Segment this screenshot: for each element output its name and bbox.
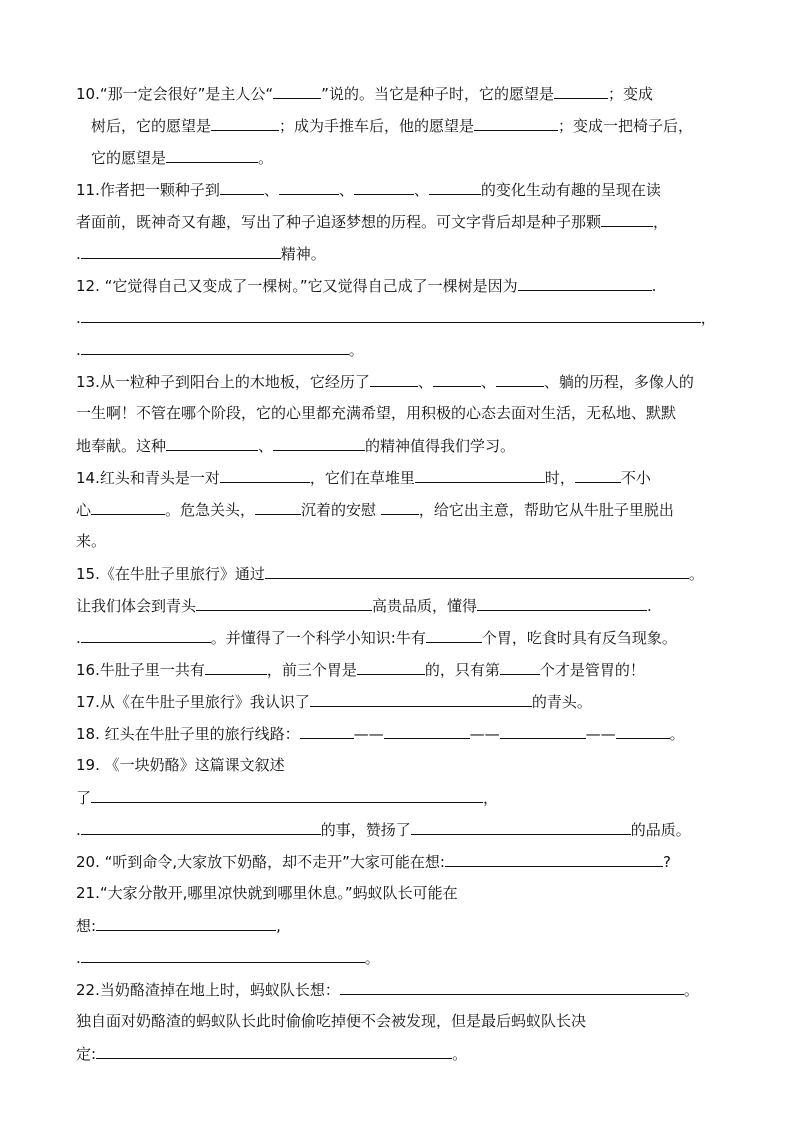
q12-line-2 [76, 305, 716, 329]
answer-blank[interactable] [433, 369, 481, 387]
q19-line-2 [76, 785, 498, 809]
q10-text: ；变成 [607, 85, 653, 103]
q14-text: 沉着的安慰 [301, 501, 381, 519]
q14-text: 不小 [620, 469, 651, 487]
q15-text: 15.《在牛肚子里旅行》通过 [76, 565, 265, 583]
q13-text: 、 [258, 437, 274, 455]
answer-blank[interactable] [370, 369, 418, 387]
answer-blank[interactable] [81, 945, 365, 963]
answer-blank[interactable] [220, 465, 310, 483]
q10-line-1 [76, 81, 653, 105]
q11-text: 、 [338, 181, 354, 199]
q11-text: 、 [263, 181, 279, 199]
answer-blank[interactable] [81, 625, 211, 643]
answer-blank[interactable] [601, 209, 653, 227]
answer-blank[interactable] [91, 497, 165, 515]
answer-blank[interactable] [310, 689, 532, 707]
q16-text: ，前三个胃是 [266, 661, 357, 679]
q15-line-2 [76, 593, 652, 617]
q12-text: . [76, 309, 81, 327]
answer-blank[interactable] [616, 721, 670, 739]
answer-blank[interactable] [96, 913, 276, 931]
q15-text: 高贵品质，懂得 [372, 597, 478, 615]
q21-line-2 [76, 913, 281, 937]
q22-text: 22.当奶酪渣掉在地上时，蚂蚁队长想： [76, 981, 340, 999]
q13-text: 地奉献。这种 [76, 437, 167, 455]
q16-text: 个才是管胃的！ [539, 661, 645, 679]
answer-blank[interactable] [445, 849, 663, 867]
q12-text: ， [700, 309, 716, 327]
q15-line-3 [76, 625, 677, 649]
q21-text: . [76, 949, 81, 967]
q12-text: 。 [348, 341, 364, 359]
q10-line-3 [91, 145, 273, 169]
q13-text: 、 [480, 373, 496, 391]
q10-line-2 [91, 113, 693, 137]
q21-line-3 [76, 945, 380, 969]
q19-line-1 [76, 753, 285, 777]
answer-blank[interactable] [384, 721, 470, 739]
q12-text: . [651, 277, 657, 295]
q15-text: 。 [688, 565, 704, 583]
answer-blank[interactable] [91, 785, 483, 803]
q22-line-1 [76, 977, 699, 1001]
q15-text: 。并懂得了一个科学小知识:牛有 [210, 629, 426, 647]
q10-text: ”说的。当它是种子时，它的愿望是 [321, 85, 554, 103]
answer-blank[interactable] [500, 657, 540, 675]
q21-text: , [276, 917, 281, 935]
answer-blank[interactable] [496, 369, 544, 387]
q22-text: 。 [452, 1045, 468, 1063]
q14-line-3 [76, 529, 106, 553]
answer-blank[interactable] [166, 145, 258, 163]
answer-blank[interactable] [300, 721, 354, 739]
q19-text: 的事，赞扬了 [320, 821, 411, 839]
q22-text: 定: [76, 1045, 97, 1063]
q12-text: 12. “它觉得自己又变成了一棵树。”它又觉得自己成了一棵树是因为 [76, 277, 518, 295]
answer-blank[interactable] [575, 465, 621, 483]
q22-text: 。 [683, 981, 699, 999]
answer-blank[interactable] [211, 113, 279, 131]
q14-text: 。危急关头， [165, 501, 256, 519]
q19-text: 的品质。 [630, 821, 691, 839]
q10-text: ；变成一把椅子后， [558, 117, 694, 135]
q13-line-1 [76, 369, 694, 393]
q18-text: 18. 红头在牛肚子里的旅行线路： [76, 725, 300, 743]
q18-dash: —— [585, 725, 616, 743]
q10-text: 。 [258, 149, 274, 167]
answer-blank[interactable] [411, 817, 631, 835]
q12-line-3 [76, 337, 364, 361]
q14-line-2 [76, 497, 674, 521]
q20-text: 20. “听到命令,大家放下奶酪，却不走开”大家可能在想: [76, 853, 445, 871]
answer-blank[interactable] [265, 561, 689, 579]
answer-blank[interactable] [205, 657, 267, 675]
q11-line-3 [76, 241, 326, 265]
answer-blank[interactable] [474, 113, 558, 131]
q13-line-2 [76, 401, 676, 425]
q11-line-1 [76, 177, 661, 201]
q18-text: 。 [669, 725, 685, 743]
q14-text: 来。 [76, 532, 107, 550]
q13-line-3 [76, 433, 515, 457]
q11-text: ， [653, 213, 669, 231]
answer-blank[interactable] [554, 81, 608, 99]
q14-text: 心 [76, 501, 92, 519]
q19-text: ， [483, 789, 499, 807]
q20-text: ? [663, 853, 671, 871]
answer-blank[interactable] [96, 1041, 452, 1059]
q19-text: 19. 《一块奶酪》这篇课文叙述 [76, 756, 285, 774]
answer-blank[interactable] [500, 721, 586, 739]
q13-text: 一生啊！不管在哪个阶段，它的心里都充满希望，用积极的心态去面对生活，无私地、默默 [76, 404, 677, 422]
answer-blank[interactable] [81, 337, 349, 355]
answer-blank[interactable] [81, 305, 701, 323]
q13-text: 、 [417, 373, 433, 391]
q15-text: . [647, 597, 652, 615]
q17-text: 17.从《在牛肚子里旅行》我认识了 [76, 693, 310, 711]
answer-blank[interactable] [518, 273, 652, 291]
q13-text: 13.从一粒种子到阳台上的木地板，它经历了 [76, 373, 370, 391]
q11-text: . [76, 245, 81, 263]
q10-text: ；成为手推车后，他的愿望是 [279, 117, 475, 135]
q16-text: 的，只有第 [424, 661, 500, 679]
q17-line [76, 689, 592, 713]
q11-line-2 [76, 209, 668, 233]
answer-blank[interactable] [196, 593, 372, 611]
answer-blank[interactable] [429, 177, 481, 195]
answer-blank[interactable] [81, 817, 321, 835]
answer-blank[interactable] [357, 657, 425, 675]
q11-text: 、 [413, 181, 429, 199]
q10-text: 它的愿望是 [91, 149, 167, 167]
q22-text: 独自面对奶酪渣的蚂蚁队长此时偷偷吃掉便不会被发现，但是最后蚂蚁队长决 [76, 1012, 587, 1030]
q17-text: 的青头。 [531, 693, 592, 711]
answer-blank[interactable] [255, 497, 301, 515]
q22-line-2 [76, 1009, 586, 1033]
q10-text: 10.“那一定会很好”是主人公“ [76, 85, 274, 103]
answer-blank[interactable] [166, 433, 258, 451]
q14-text: 时， [544, 469, 575, 487]
q15-text: 个胃，吃食时具有反刍现象。 [481, 629, 677, 647]
q12-text: . [76, 341, 81, 359]
q12-line-1 [76, 273, 656, 297]
q21-text: 想: [76, 917, 97, 935]
q16-text: 16.牛肚子里一共有 [76, 661, 205, 679]
q15-line-1 [76, 561, 704, 585]
q14-text: 14.红头和青头是一对 [76, 469, 220, 487]
q20-line [76, 849, 671, 873]
answer-blank[interactable] [273, 433, 365, 451]
answer-blank[interactable] [273, 81, 321, 99]
q18-dash: —— [469, 725, 500, 743]
answer-blank[interactable] [381, 497, 419, 515]
q14-text: ，给它出主意，帮助它从牛肚子里脱出 [418, 501, 674, 519]
q19-text: 了 [76, 789, 92, 807]
q10-text: 树后，它的愿望是 [91, 117, 212, 135]
q19-line-3 [76, 817, 691, 841]
q11-text: 者面前，既神奇又有趣，写出了种子追逐梦想的历程。可文字背后却是种子那颗 [76, 213, 602, 231]
q11-text: 精神。 [280, 245, 326, 263]
answer-blank[interactable] [279, 177, 339, 195]
answer-blank[interactable] [415, 465, 545, 483]
answer-blank[interactable] [220, 177, 264, 195]
q21-text: 。 [364, 949, 380, 967]
q11-text: 11.作者把一颗种子到 [76, 181, 220, 199]
q11-text: 的变化生动有趣的呈现在读 [480, 181, 661, 199]
answer-blank[interactable] [354, 177, 414, 195]
answer-blank[interactable] [81, 241, 281, 259]
q13-text: 的精神值得我们学习。 [365, 437, 516, 455]
q14-line-1 [76, 465, 651, 489]
q15-text: . [76, 629, 81, 647]
q13-text: 、躺的历程，多像人的 [543, 373, 694, 391]
q22-line-3 [76, 1041, 467, 1065]
q21-line-1 [76, 881, 458, 905]
answer-blank[interactable] [477, 593, 647, 611]
answer-blank[interactable] [340, 977, 684, 995]
q18-line [76, 721, 685, 745]
q21-text: 21.“大家分散开,哪里凉快就到哪里休息。”蚂蚁队长可能在 [76, 884, 458, 902]
q15-text: 让我们体会到青头 [76, 597, 197, 615]
answer-blank[interactable] [426, 625, 482, 643]
q14-text: ，它们在草堆里 [309, 469, 415, 487]
q19-text: . [76, 821, 81, 839]
q18-dash: —— [353, 725, 384, 743]
q16-line [76, 657, 645, 681]
